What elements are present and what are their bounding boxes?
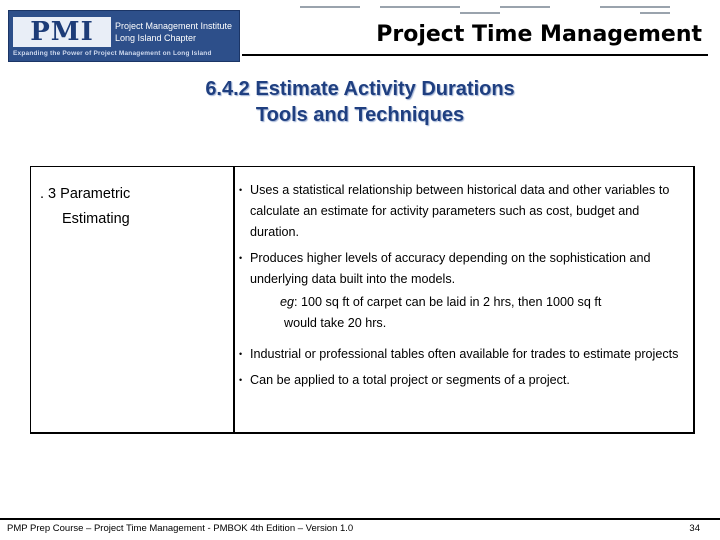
bullet-icon: •: [239, 185, 243, 195]
logo-org-line1: Project Management Institute: [115, 21, 233, 31]
bullet-item: [239, 370, 688, 391]
example-text: [248, 292, 688, 334]
decorative-dash: [380, 6, 460, 8]
technique-description-cell: [239, 180, 688, 396]
slide-title-line2: Tools and Techniques: [255, 104, 465, 126]
bullet-icon: •: [239, 349, 243, 359]
table-column-divider: [233, 166, 235, 434]
pmi-logo-mark: PMI: [13, 17, 111, 47]
decorative-dash: [300, 6, 360, 8]
logo-tagline: Expanding the Power of Project Management on Long Island: [13, 50, 212, 57]
slide-title-line1: 6.4.2 Estimate Activity Durations: [205, 78, 515, 100]
bullet-text: Industrial or professional tables often available for trades to estimate projects: [250, 347, 679, 361]
decorative-dash: [500, 6, 550, 8]
page-number: 34: [689, 523, 700, 534]
example-line2: would take 20 hrs.: [284, 316, 387, 330]
logo-org-line2: Long Island Chapter: [115, 33, 197, 43]
decorative-dash: [460, 12, 500, 14]
header-title: Project Time Management: [376, 22, 702, 47]
bullet-icon: •: [239, 253, 243, 263]
bullet-item: [239, 180, 688, 243]
bullet-text: Produces higher levels of accuracy depending on the sophistication and underlying data built into the models.: [250, 251, 651, 286]
bullet-text: Uses a statistical relationship between historical data and other variables to calculate an estimate for activity parameters such as cost, budget and duration.: [250, 183, 670, 239]
bullet-item: [239, 344, 688, 365]
bullet-item: [239, 248, 688, 290]
footer-rule: [0, 518, 720, 520]
decorative-dash: [640, 12, 670, 14]
technique-name-line1: . 3 Parametric: [40, 186, 131, 202]
technique-name-cell: [40, 182, 230, 232]
example-line1: : 100 sq ft of carpet can be laid in 2 hrs, then 1000 sq ft: [294, 295, 602, 309]
pmi-chapter-logo: [8, 10, 240, 62]
header-rule: [242, 54, 708, 56]
example-prefix: eg: [280, 295, 295, 309]
decorative-dash: [600, 6, 670, 8]
bullet-text: Can be applied to a total project or segments of a project.: [250, 373, 570, 387]
slide-title: [0, 76, 720, 128]
footer-text: PMP Prep Course – Project Time Management - PMBOK 4th Edition – Version 1.0: [7, 523, 354, 534]
bullet-icon: •: [239, 375, 243, 385]
logo-org-name: [115, 17, 237, 47]
technique-name-line2: Estimating: [62, 211, 130, 227]
